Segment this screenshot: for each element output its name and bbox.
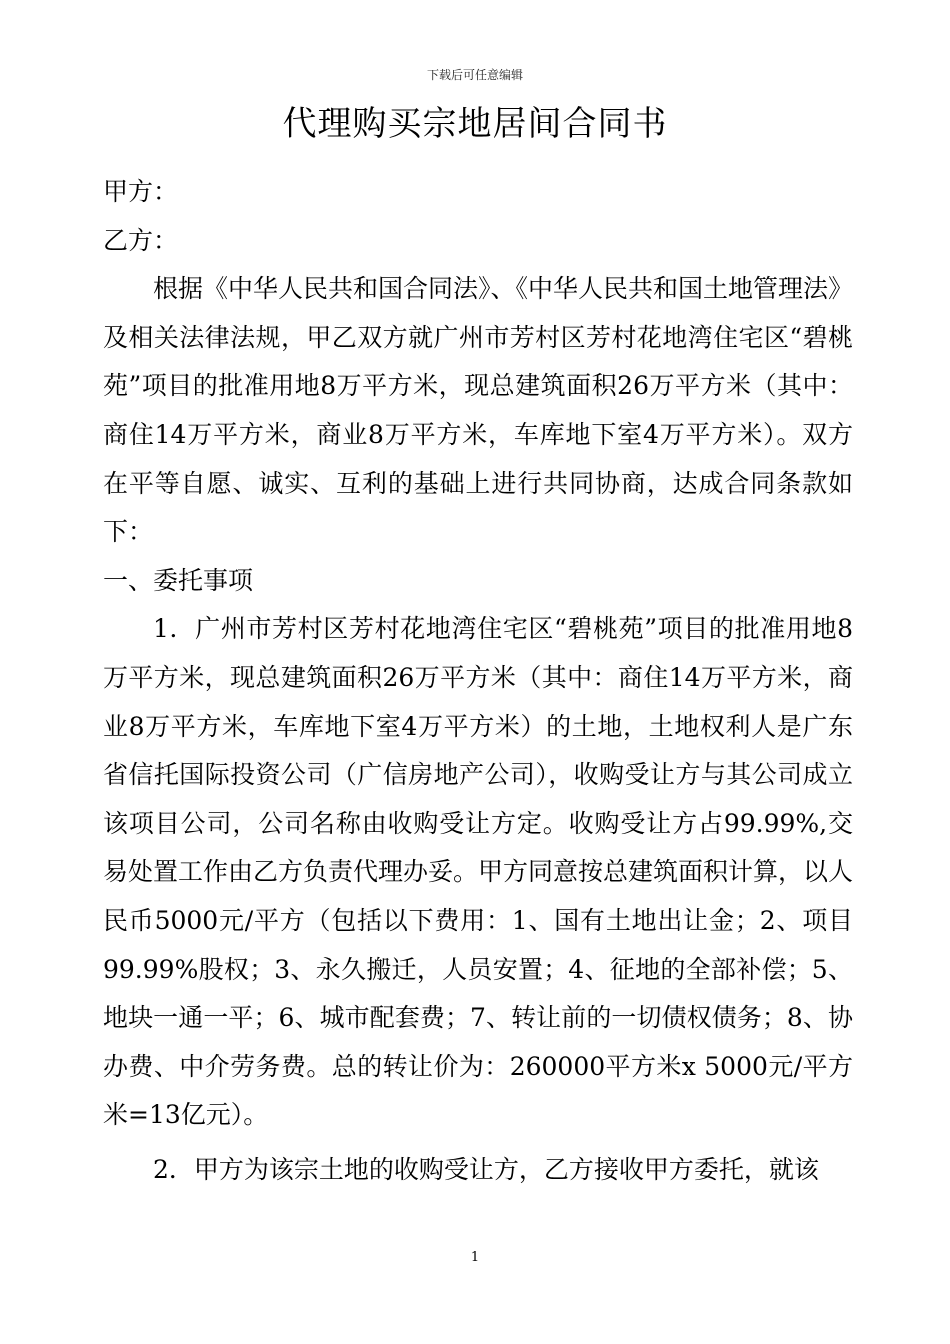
- intro-paragraph: 根据《中华人民共和国合同法》、《中华人民共和国土地管理法》及相关法律法规，甲乙双方就广州市芳村区芳村花地湾住宅区“碧桃苑”项目的批准用地8万平方米，现总建筑面积26万平方米（其中：商住14万平方米，商业8万平方米，车库地下室4万平方米）。双方在平等自愿、诚实、互利的基础上进行共同协商，达成合同条款如下：: [103, 274, 854, 547]
- clause-1-paragraph: 1．广州市芳村区芳村花地湾住宅区“碧桃苑”项目的批准用地8万平方米，现总建筑面积26万平方米（其中：商住14万平方米，商业8万平方米，车库地下室4万平方米）的土地，土地权利人是广东省信托国际投资公司（广信房地产公司），收购受让方与其公司成立该项目公司，公司名称由收购受让方定。收购受让方占99.99%,交易处置工作由乙方负责代理办妥。甲方同意按总建筑面积计算，以人民币5000元/平方（包括以下费用：1、国有土地出让金；2、项目99.99%股权；3、永久搬迁，人员安置；4、征地的全部补偿；5、地块一通一平；6、城市配套费；7、转让前的一切债权债务；8、协办费、中介劳务费。总的转让价为：260000平方米x 5000元/平方米=13亿元）。: [103, 614, 854, 1130]
- document-body: [103, 168, 853, 1194]
- section-heading: 一、委托事项: [103, 565, 254, 595]
- page-title: 代理购买宗地居间合同书: [282, 104, 668, 144]
- party-a-label: 甲方：: [103, 177, 179, 206]
- header-note: 下载后可任意编辑: [426, 68, 523, 82]
- party-b-label: 乙方：: [103, 225, 179, 255]
- page-number: 1: [470, 1250, 480, 1265]
- clause-2-paragraph: 2．甲方为该宗土地的收购受让方，乙方接收甲方委托，就该: [153, 1154, 819, 1184]
